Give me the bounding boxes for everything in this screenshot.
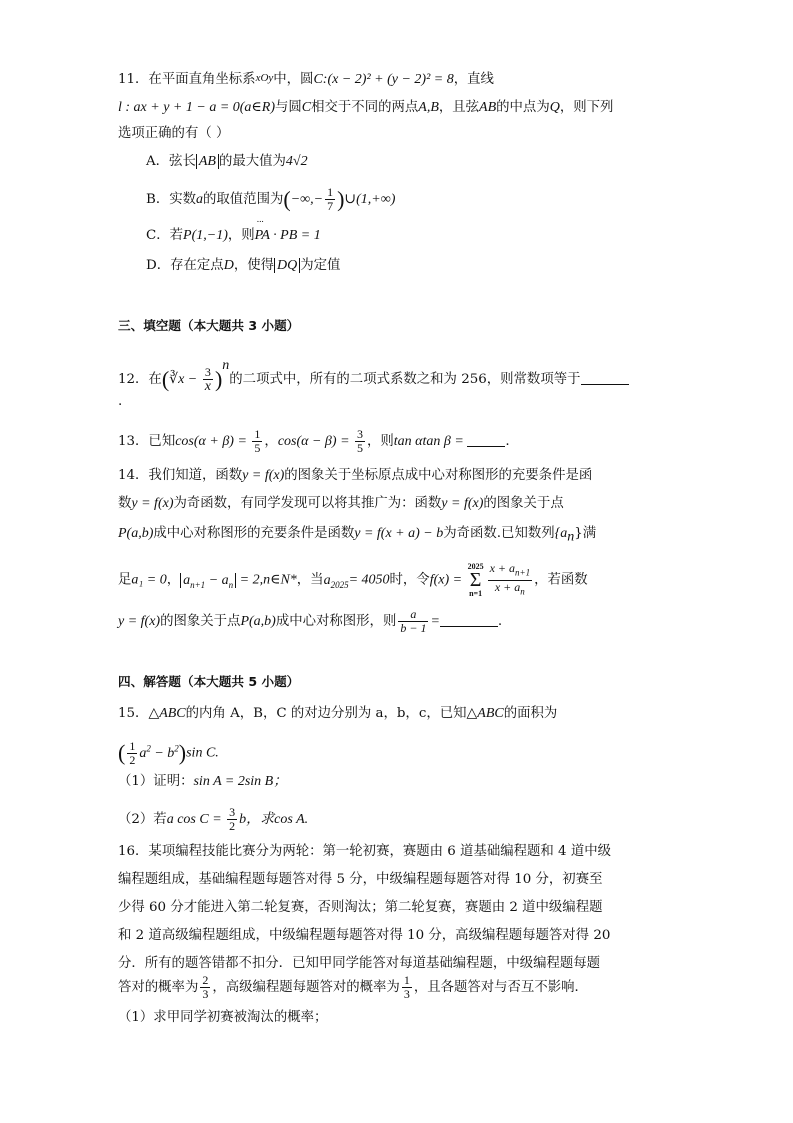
shifted-func: y = f(x + a) − b [354,526,444,541]
a1-zero: a₁ = 0 [131,572,167,588]
option-label: D．存在定点 [146,258,224,273]
numerator: 1 [129,738,136,753]
sigma-glyph: Σ [469,569,482,591]
cube-root-x: ∛x − [169,372,201,387]
paren-open: ( [283,186,291,212]
q11-text: 中，圆 [273,72,314,87]
q11-text: 的中点为 [496,100,550,115]
subscript: 2025 [330,579,349,590]
q13-text: . [505,434,510,449]
fraction-one-seventh [325,186,335,213]
var-a: a [196,192,204,207]
q14-text: ，若函数 [534,572,588,588]
q14-text: ，当 [296,572,324,588]
q16-line-6 [118,968,693,1008]
cos-a: cos A. [274,812,309,827]
q14-text: 的图象关于坐标原点成中心对称图形的充要条件是函 [284,468,593,483]
answer-blank[interactable] [440,612,498,627]
q14-text: 成中心对称图形，则 [275,614,397,629]
fraction-1-3 [402,974,412,1001]
q11-var: C [301,100,312,115]
q14-text: 14．我们知道，函数 [118,468,243,483]
q11-option-d [146,256,693,276]
q15-text: 15． [118,706,149,721]
q11-text: 相交于不同的两点 [311,100,419,115]
a2025-value: = 4050 [348,572,390,588]
q15-part-1 [118,772,693,792]
sequence-open: {a [554,526,568,541]
a2025-term: $a_{2025}$ [323,572,349,590]
interval-left: −∞,− [290,192,324,207]
q16-text: ，高级编程题每题答对的概率为 [212,980,400,995]
q14-text: 时，令 [389,572,430,588]
numerator: a [398,608,428,622]
q15-text: 的内角 A，B，C 的对边分别为 a，b，c，已知 [185,706,467,721]
q13-text: ， [264,434,278,449]
q14-text: 成中心对称图形的充要条件是函数 [153,526,355,541]
q11-text: ，且弦 [438,100,480,115]
q12-text: 12．在 [118,372,162,387]
q14-line-1 [118,466,693,486]
q14-text: 的图象关于点 [160,614,241,629]
exponent-n: n [222,358,230,373]
q14-text: 的图象关于点 [483,496,564,511]
tan-product: tan αtan β = [393,434,468,449]
denominator: 2 [229,819,236,833]
section-4-heading: 四、解答题（本大题共 5 小题） [118,674,300,689]
q12-text: 的二项式中，所有的二项式系数之和为 256，则常数项等于 [229,372,581,387]
q11-text: ，直线 [453,72,494,87]
q14-text: }满 [574,526,597,541]
option-text: ，则 [227,228,255,243]
subscript: n+1 [515,567,531,578]
q12-dot: . [118,394,123,409]
q16-text: ，且各题答对与否互不影响． [413,980,588,995]
numerator: 2 [202,973,209,987]
subscript: n [228,579,234,590]
option-label: C．若 [146,228,184,243]
q14-line-4: 足a₁ = 0， $a_{n+1} - a_n$ = 2,n∈N*，当$a_{2025}= 4050$时，令f(x) = 2025 Σ n=1 $\frac{x + a_{n+1}}{x + a_n}$ ，若函数 [118,561,588,598]
dot-product: ˙˙˙ PA · PB = 1 [255,226,321,246]
numerator: 3 [229,805,236,819]
answer-blank[interactable] [467,432,505,447]
line-equation: l : ax + y + 1 − a = 0(a∈R) [118,100,276,115]
section-3-heading: 三、填空题（本大题共 3 小题） [118,318,300,333]
triangle-abc: △ABC [148,706,186,721]
denominator: 3 [202,987,209,1001]
q16-part-1: （1）求甲同学初赛被淘汰的概率； [118,1010,328,1025]
q14-line-2 [118,494,693,514]
q15-text: b，求 [239,812,275,827]
option-text: ，使得 [233,258,274,273]
q11-option-a [146,152,693,172]
q13-text: ，则 [367,434,394,449]
numerator: 3 [203,366,213,380]
interval-right: ∪(1,+∞) [344,192,396,207]
denominator: b − 1 [400,621,427,635]
paren-close: ) [337,186,345,212]
subscript-n: n [567,529,575,545]
q15-part-2 [118,806,693,833]
circle-equation: C:(x − 2)² + (y − 2)² = 8 [313,72,454,87]
q11-option-c [146,226,693,246]
sin-relation: sin A = 2sin B； [193,774,288,789]
numerator: 1 [327,185,334,199]
diff-value: 2,n∈N* [252,572,297,588]
q14-text: ， [166,572,181,588]
part-label: （1）证明： [118,774,194,789]
q11-line-1 [118,68,693,90]
fraction-3-over-x [203,366,213,393]
sum-lower: n=1 [469,589,483,598]
option-text: 的取值范围为 [203,192,284,207]
equals: = [430,614,440,629]
numerator: 3 [357,427,364,441]
option-text: 的最大值为 [218,154,286,169]
summation-sigma [468,562,484,598]
numerator: 1 [403,973,410,987]
q13-text: 13．已知 [118,434,176,449]
coord-system: xOy [255,72,274,84]
q11-text: 11．在平面直角坐标系 [118,72,256,87]
paren-close: ) [178,740,187,766]
point-p: P(a,b) [240,614,276,629]
q11-var: Q [549,100,560,115]
cos-sum: cos(α + β) = [175,434,251,449]
q16-line-2: 编程题组成，基础编程题每题答对得 5 分，中级编程题每题答对得 10 分，初赛至 [118,872,603,887]
point-d: D [223,258,234,273]
sum-fraction [488,562,533,598]
fraction-1-2 [127,740,137,767]
max-value: 4√2 [285,154,308,169]
q15-text: 的面积为 [503,706,558,721]
q14-line-5 [118,608,693,635]
q11-var: A,B [418,100,439,115]
area-expr: $a^2 - b^2$ [139,743,179,761]
point-p: P(1,−1) [183,228,228,243]
q14-text: 为奇函数.已知数列 [443,526,555,541]
numerator: 1 [254,427,261,441]
q11-option-b [146,186,693,213]
q11-line-2 [118,98,693,118]
sum-upper: 2025 [467,562,484,571]
cos-diff: cos(α − β) = [277,434,354,449]
q11-text: 与圆 [275,100,302,115]
q16-line-4: 和 2 道高级编程题组成，中级编程题每题答对得 10 分，高级编程题每题答对得 20 [118,928,611,943]
q11-var: AB [479,100,497,115]
option-label: A．弦长 [146,154,196,169]
answer-blank[interactable] [581,370,629,385]
option-label: B．实数 [146,192,197,207]
denominator: x + a [494,579,521,594]
subscript: n+1 [190,579,206,590]
abs-diff: $a_{n+1} - a_n$ [180,573,236,588]
denominator: 5 [254,441,261,455]
triangle-abc: △ABC [466,706,504,721]
abs-dq: DQ [274,258,300,273]
denominator: 2 [129,752,136,767]
acosc: a cos C = [166,812,226,827]
q16-text: 答对的概率为 [118,980,199,995]
subscript: n [520,585,525,596]
fraction-2-3 [200,974,210,1001]
q14-line-3 [118,524,693,548]
denominator: 7 [327,199,334,213]
fraction-a-over-b-minus-1 [398,608,428,635]
denominator: 5 [357,441,364,455]
option-text: 为定值 [300,258,341,273]
fraction-3-5 [355,428,365,455]
fraction-3-2 [227,806,237,833]
q13-line [118,428,693,455]
q12-line [118,356,693,393]
q11-text: ，则下列 [559,100,614,115]
denominator: 3 [403,987,410,1001]
q14-text: . [497,614,503,629]
q11-line-3: 选项正确的有（ ） [118,126,230,141]
fraction-1-5 [252,428,262,455]
q15-line-2 [118,738,693,767]
abs-ab: AB [196,154,219,169]
q16-line-5: 分．所有的题答错都不扣分．已知甲同学能答对每道基础编程题，中级编程题每题 [118,956,601,971]
func-y: y = f(x) [242,468,285,483]
q14-text: 为奇函数，有同学发现可以将其推广为：函数 [173,496,442,511]
func-f: f(x) = [429,572,466,588]
part-label: （2）若 [118,812,167,827]
point-p: P(a,b) [118,526,154,541]
func-y: y = f(x) [441,496,484,511]
paren-open: ( [161,366,170,392]
q16-line-3: 少得 60 分才能进入第二轮复赛，否则淘汰；第二轮复赛，赛题由 2 道中级编程题 [118,900,603,915]
paren-open: ( [118,740,126,766]
sin-c: sin C. [186,745,219,761]
q15-line-1 [118,704,693,724]
paren-close: ) [214,366,223,392]
func-y: y = f(x) [118,614,161,629]
q14-text: 足 [118,572,132,588]
denominator: x [204,379,211,394]
q16-line-1: 16．某项编程技能比赛分为两轮：第一轮初赛，赛题由 6 道基础编程题和 4 道中级 [118,844,611,859]
numerator: x + a [489,561,516,576]
q14-text: 数 [118,496,132,511]
func-y: y = f(x) [131,496,174,511]
